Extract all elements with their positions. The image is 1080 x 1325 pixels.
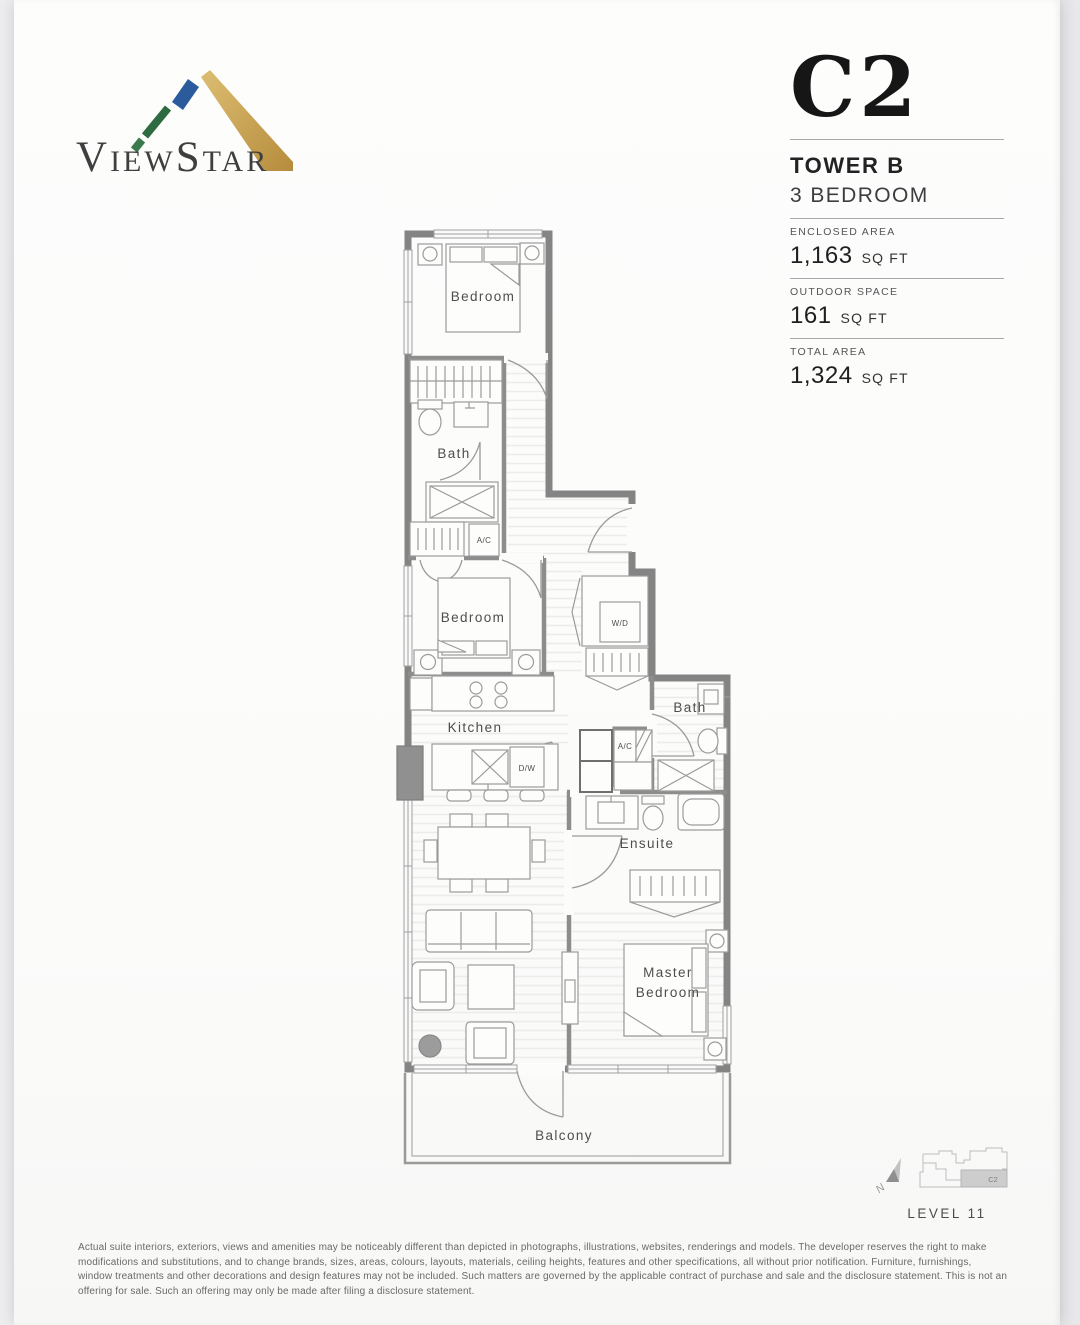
building-footprint: [920, 1148, 1007, 1187]
laundry-closet: [572, 576, 648, 690]
viewstar-logo: [72, 38, 322, 188]
stat-value: 161: [790, 301, 832, 329]
sofa: [426, 910, 532, 952]
disclaimer-text: Actual suite interiors, exteriors, views and amenities may be noticeably different than depicted in photographs, illustrations, websites, renderings and models. The developer reserves the right to make modifications and substitutions, and to change brands, sizes, areas, colours, layouts, materials, ceiling heights, features and other specifications, all without prior notification. Furniture, furnishings, window treatments and other decorations and design features may not be included. Such matters are governed by the applicable contract of purchase and sale and the disclosure statement. This is not an offering for sale. Such an offering may only be made after filing a disclosure statement.: [78, 1242, 1008, 1297]
keyplan-unit-label: C2: [988, 1175, 998, 1184]
plant: [419, 1035, 441, 1057]
stat-unit: SQ FT: [861, 249, 909, 266]
pouf-top: [474, 1028, 506, 1058]
hall-cabinets: [580, 730, 652, 792]
label-master-line2: Bedroom: [635, 985, 701, 1000]
label-kitchen: Kitchen: [447, 720, 503, 735]
unit-code: C2: [790, 40, 921, 136]
label-ac-top: A/C: [476, 536, 492, 545]
kitchen-island: [432, 744, 558, 801]
north-label: N: [873, 1181, 888, 1196]
structural-column: [397, 746, 423, 800]
armchair-cushion: [420, 970, 446, 1002]
closet-top: [410, 360, 502, 403]
key-plan: [866, 1136, 1028, 1206]
stat-outdoor-space: [790, 279, 1004, 338]
label-dw: D/W: [518, 764, 536, 773]
bed-middle: [414, 578, 540, 675]
label-bath-top: Bath: [437, 446, 471, 461]
divider: [790, 139, 1004, 140]
bedroom-count: 3 BEDROOM: [790, 183, 929, 207]
label-ensuite: Ensuite: [619, 836, 675, 851]
logo-wordmark: VIEWSTAR: [76, 134, 270, 181]
tower-name: TOWER B: [790, 152, 905, 178]
coffee-table: [468, 965, 514, 1009]
label-wd: W/D: [611, 619, 629, 628]
tv: [565, 980, 575, 1002]
ensuite-fixtures: [586, 794, 724, 830]
brochure-page: [14, 0, 1060, 1325]
level-label: LEVEL 11: [907, 1206, 987, 1221]
bed-top: [418, 243, 544, 332]
stat-unit: SQ FT: [861, 369, 909, 386]
stat-total-area: [790, 339, 1004, 398]
label-balcony: Balcony: [535, 1128, 593, 1143]
floor-plan: [392, 218, 742, 1178]
stat-label: OUTDOOR SPACE: [790, 285, 899, 298]
label-bath-mid: Bath: [673, 700, 707, 715]
balcony: [405, 1073, 730, 1163]
bath-top-fixtures: [410, 400, 499, 556]
stat-enclosed-area: [790, 219, 1004, 278]
stat-label: ENCLOSED AREA: [790, 225, 896, 238]
stat-unit: SQ FT: [840, 309, 888, 326]
label-bedroom-top: Bedroom: [450, 289, 516, 304]
label-ac-mid: A/C: [617, 742, 633, 751]
label-bedroom-mid: Bedroom: [440, 610, 506, 625]
stat-label: TOTAL AREA: [790, 345, 867, 358]
stat-value: 1,163: [790, 241, 853, 269]
label-master-line1: Master: [643, 965, 693, 980]
kitchen-counter: [410, 676, 554, 711]
north-arrow-icon: [874, 1158, 901, 1196]
unit-info-panel: [790, 40, 1004, 398]
stat-value: 1,324: [790, 361, 853, 389]
